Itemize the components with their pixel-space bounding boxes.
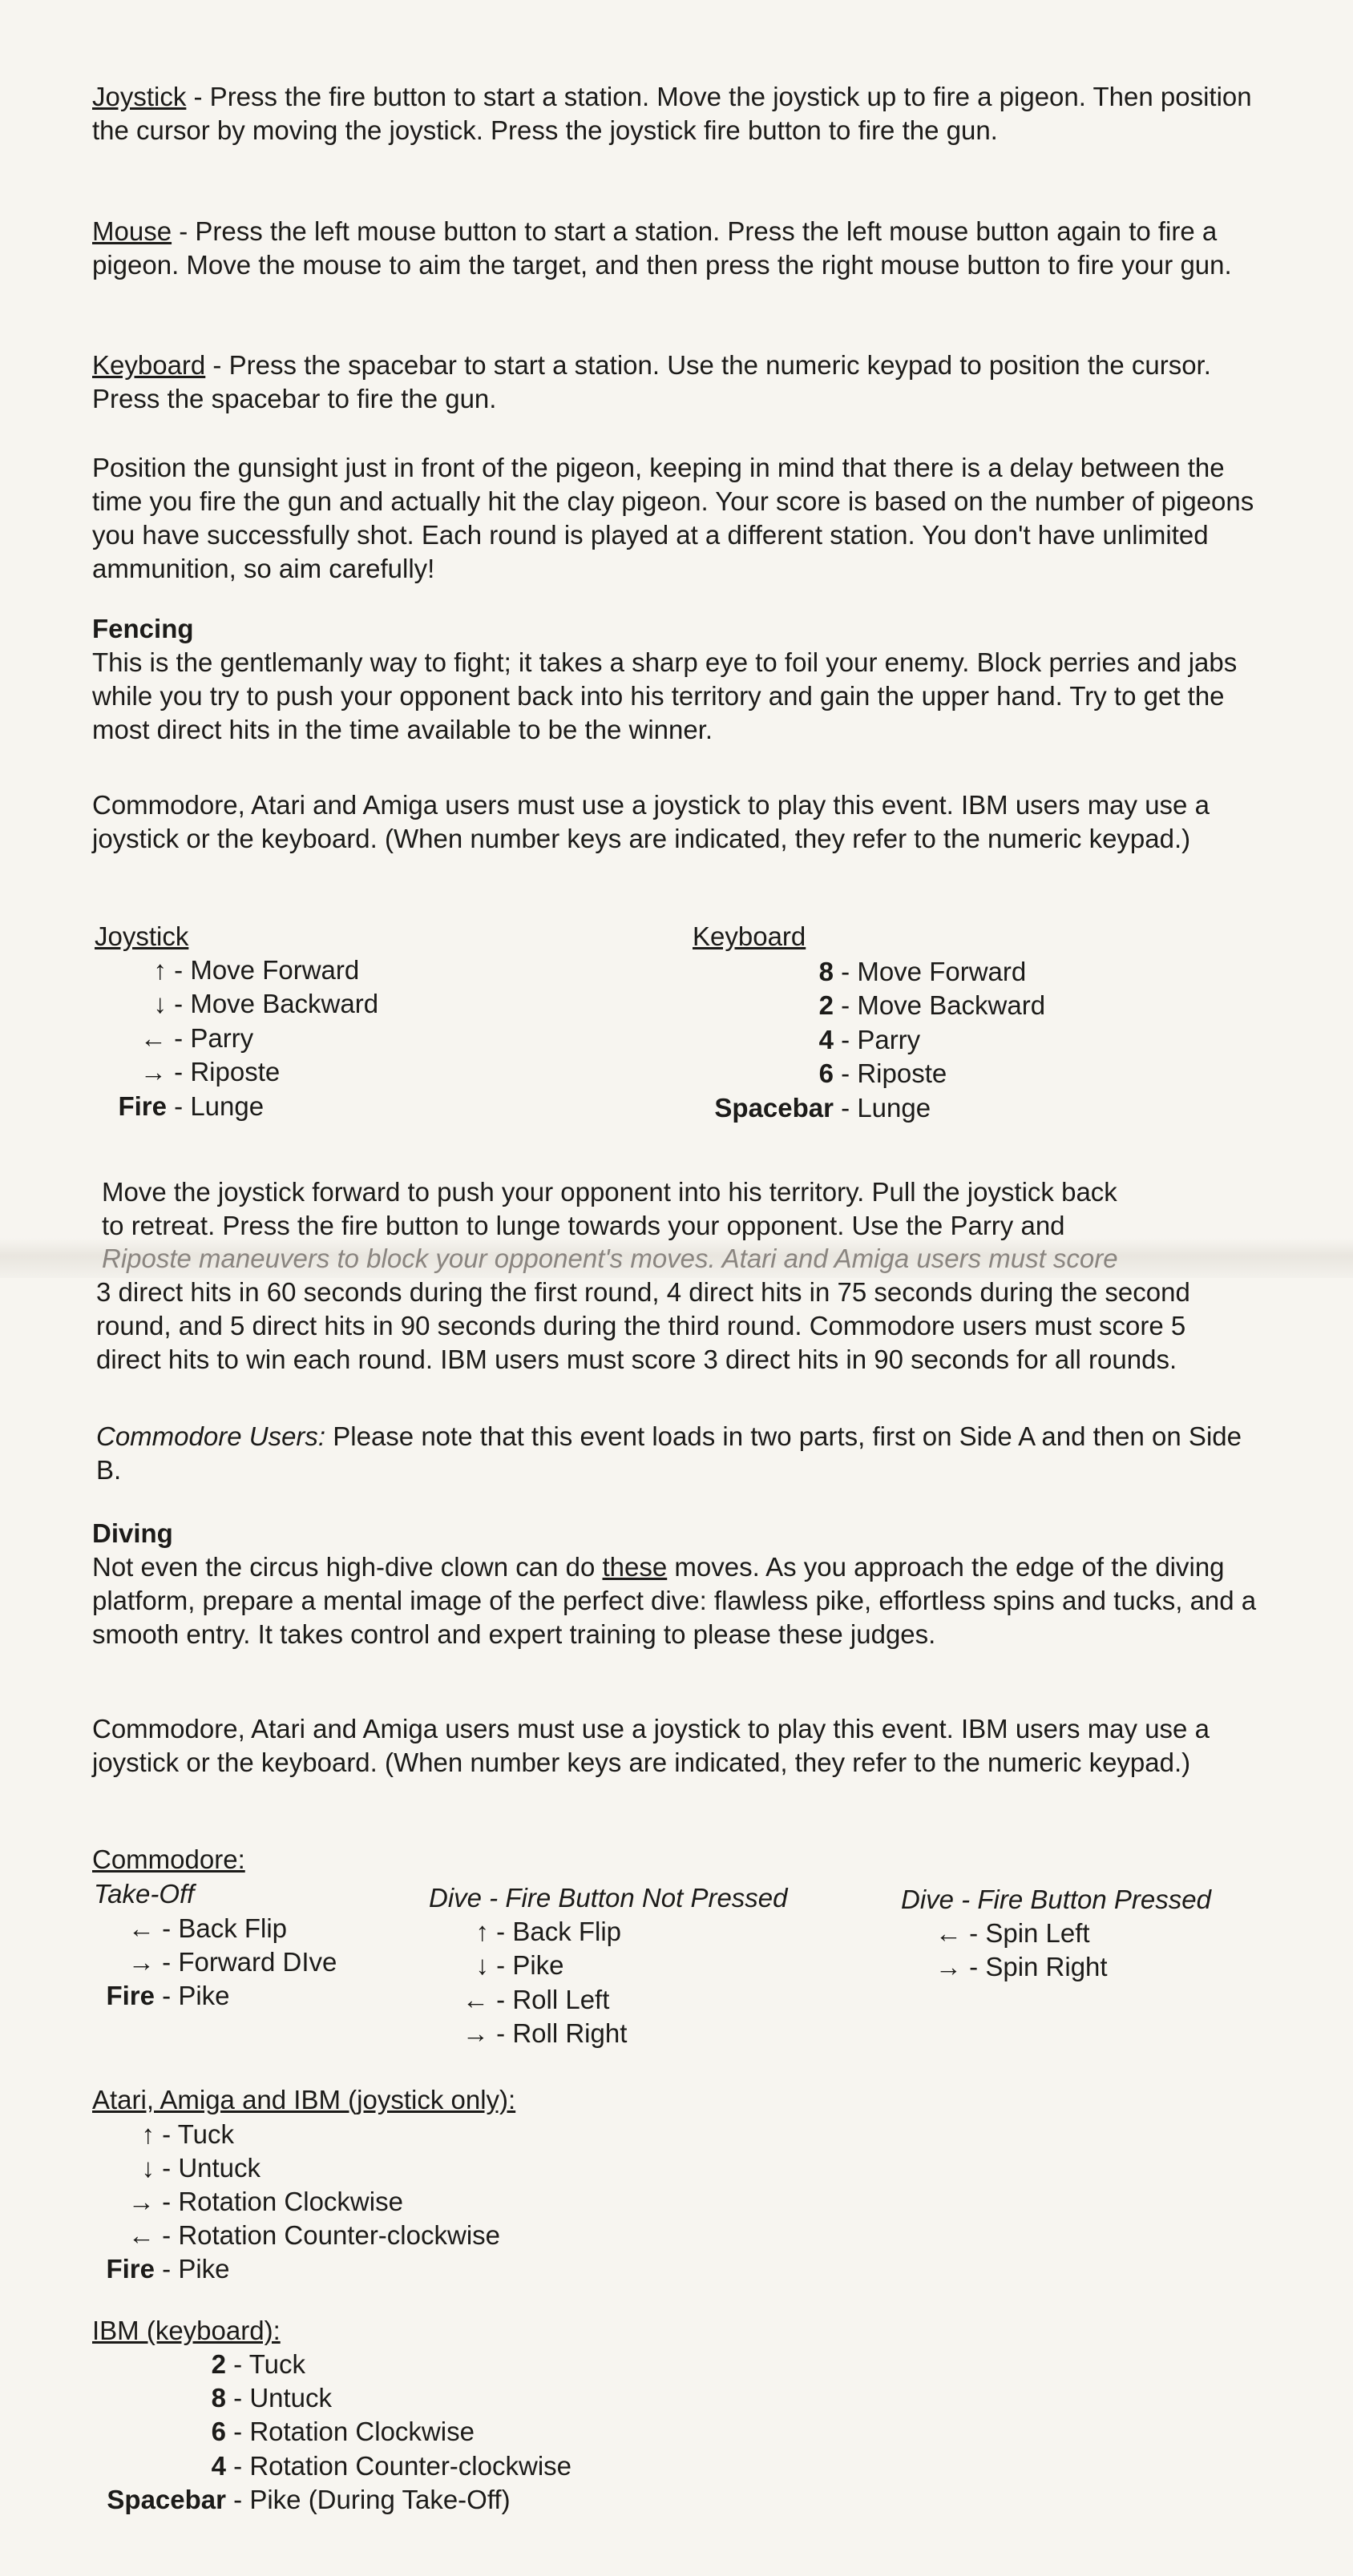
fencing-keyboard-title: Keyboard bbox=[693, 921, 806, 951]
up-arrow-icon: ↑ bbox=[153, 955, 167, 985]
left-arrow-icon: ← bbox=[462, 1985, 489, 2014]
keyboard-label: Keyboard bbox=[92, 350, 206, 380]
fencing-intro: This is the gentlemanly way to fight; it takes a sharp eye to foil your enemy. Block perries and jabs while you try to push your opponent back into his territory and gain the upper hand. Try to get the most direct hits in the time available to be the winner. bbox=[92, 647, 1238, 744]
takeoff-row bbox=[92, 1912, 287, 1945]
diving-intro bbox=[92, 1550, 1278, 1651]
fire-key: Fire bbox=[106, 1981, 155, 2010]
joystick-label: Joystick bbox=[92, 82, 187, 111]
right-arrow-icon: → bbox=[140, 1057, 167, 1086]
fencing-rules-rest: 3 direct hits in 60 seconds during the first round, 4 direct hits in 75 seconds during the second round, and 5 direct hits in 90 seconds during the third round. Commodore users must score 5 direct hits to win each round. IBM users must score 3 direct hits in 90 seconds for all rounds. bbox=[96, 1277, 1190, 1374]
fencing-rules-line: to retreat. Press the fire button to lunge towards your opponent. Use the Parry and bbox=[102, 1211, 1065, 1240]
left-arrow-icon: ← bbox=[128, 2220, 155, 2250]
row-action: - Lunge bbox=[834, 1093, 931, 1123]
aai-row bbox=[92, 2151, 261, 2185]
fencing-rules-line bbox=[102, 1242, 1118, 1276]
row-action: - Spin Left bbox=[962, 1918, 1090, 1948]
row-action: - Pike bbox=[489, 1950, 564, 1980]
row-action: - Move Backward bbox=[167, 989, 379, 1018]
fencing-note bbox=[96, 1420, 1242, 1487]
row-action: - Pike bbox=[155, 1981, 230, 2010]
intro-text: moves. As you approach the edge of the diving platform, prepare a mental image of the perfect dive: flawless pike, effortless spins and tucks, and a smooth entry. It takes control and expert training to please these judges. bbox=[92, 1552, 1257, 1649]
row-action: - Roll Right bbox=[489, 2018, 628, 2048]
row-action: - Untuck bbox=[155, 2153, 261, 2183]
fencing-kb-row bbox=[697, 955, 1026, 989]
ibm-row bbox=[90, 2483, 511, 2517]
row-key: 6 bbox=[211, 2417, 226, 2446]
row-action: - Riposte bbox=[834, 1058, 947, 1088]
pressed-row bbox=[922, 1950, 1108, 1984]
aai-row bbox=[92, 2118, 234, 2151]
not-pressed-row bbox=[449, 1983, 609, 2017]
keyboard-paragraph bbox=[92, 349, 1278, 416]
row-action: - Move Backward bbox=[834, 990, 1046, 1020]
left-arrow-icon: ← bbox=[935, 1918, 962, 1948]
keyboard-text: - Press the spacebar to start a station. Use the numeric keypad to position the cursor. Press the spacebar to fire the gun. bbox=[92, 350, 1211, 413]
row-action: - Roll Left bbox=[489, 1985, 610, 2014]
row-key: 6 bbox=[818, 1058, 834, 1088]
fencing-joy-row bbox=[95, 1090, 264, 1123]
not-pressed-row bbox=[449, 2017, 627, 2050]
row-action: - Untuck bbox=[226, 2383, 333, 2413]
row-key: 4 bbox=[818, 1025, 834, 1054]
fire-key: Fire bbox=[118, 1091, 167, 1121]
not-pressed-row bbox=[449, 1915, 621, 1949]
row-key: Spacebar bbox=[107, 2485, 226, 2514]
mouse-paragraph bbox=[92, 215, 1278, 282]
diving-heading: Diving bbox=[92, 1518, 173, 1548]
fencing-kb-row bbox=[697, 1023, 920, 1057]
fencing-joy-row bbox=[95, 953, 359, 987]
row-action: - Rotation Counter-clockwise bbox=[226, 2451, 571, 2481]
not-pressed-title: Dive - Fire Button Not Pressed bbox=[429, 1883, 788, 1913]
rules-line-text: Riposte maneuvers to block your opponent's moves. Atari and Amiga users must score bbox=[102, 1244, 1118, 1273]
row-action: - Move Forward bbox=[167, 955, 360, 985]
aai-row bbox=[92, 2252, 230, 2286]
row-key: Spacebar bbox=[714, 1093, 834, 1123]
intro-text: Not even the circus high-dive clown can do bbox=[92, 1552, 603, 1582]
row-action: - Forward DIve bbox=[155, 1947, 337, 1977]
right-arrow-icon: → bbox=[128, 1947, 155, 1977]
aai-title: Atari, Amiga and IBM (joystick only): bbox=[92, 2085, 516, 2114]
diving-platforms: Commodore, Atari and Amiga users must use a joystick to play this event. IBM users may use a joystick or the keyboard. (When number keys are indicated, they refer to the numeric keypad.) bbox=[92, 1714, 1210, 1777]
takeoff-title: Take-Off bbox=[94, 1879, 195, 1909]
row-key: 8 bbox=[211, 2383, 226, 2413]
row-action: - Lunge bbox=[167, 1091, 265, 1121]
fire-key: Fire bbox=[106, 2254, 155, 2284]
right-arrow-icon: → bbox=[128, 2187, 155, 2216]
mouse-label: Mouse bbox=[92, 216, 172, 246]
fencing-kb-row bbox=[697, 1091, 931, 1125]
row-action: - Tuck bbox=[155, 2119, 235, 2149]
ibm-row bbox=[90, 2381, 332, 2415]
note-text: Please note that this event loads in two parts, first on Side A and then on Side B. bbox=[96, 1421, 1242, 1485]
not-pressed-row bbox=[449, 1949, 564, 1982]
fencing-joy-row bbox=[95, 1022, 253, 1055]
up-arrow-icon: ↑ bbox=[475, 1917, 489, 1946]
joystick-text: - Press the fire button to start a station. Move the joystick up to fire a pigeon. Then position the cursor by moving the joystick. Press the joystick fire button to fire the gun. bbox=[92, 82, 1252, 145]
ibm-row bbox=[90, 2348, 305, 2381]
fencing-kb-row bbox=[697, 989, 1045, 1022]
fencing-kb-row bbox=[697, 1057, 947, 1090]
ibm-title: IBM (keyboard): bbox=[92, 2316, 281, 2345]
ibm-row bbox=[90, 2449, 571, 2483]
pigeon-tips: Position the gunsight just in front of the pigeon, keeping in mind that there is a delay between the time you fire the gun and actually hit the clay pigeon. Your score is based on the number of pigeons you have successfully shot. Each round is played at a different station. You don't have unlimited ammunition, so aim carefully! bbox=[92, 453, 1254, 583]
pressed-row bbox=[922, 1917, 1090, 1950]
fencing-heading: Fencing bbox=[92, 614, 194, 643]
joystick-paragraph bbox=[92, 80, 1278, 147]
ibm-row bbox=[90, 2415, 475, 2449]
left-arrow-icon: ← bbox=[140, 1023, 167, 1053]
row-action: - Parry bbox=[834, 1025, 921, 1054]
intro-emphasis: these bbox=[602, 1552, 668, 1582]
pressed-title: Dive - Fire Button Pressed bbox=[901, 1885, 1211, 1914]
down-arrow-icon: ↓ bbox=[475, 1950, 489, 1980]
mouse-text: - Press the left mouse button to start a station. Press the left mouse button again to fire a pigeon. Move the mouse to aim the target, and then press the right mouse button to fire your gun. bbox=[92, 216, 1232, 280]
fencing-joy-row bbox=[95, 1055, 280, 1089]
row-action: - Pike bbox=[155, 2254, 230, 2284]
fencing-joystick-title: Joystick bbox=[95, 921, 189, 951]
row-action: - Move Forward bbox=[834, 957, 1027, 986]
row-action: - Parry bbox=[167, 1023, 254, 1053]
fencing-platforms: Commodore, Atari and Amiga users must use a joystick to play this event. IBM users may use a joystick or the keyboard. (When number keys are indicated, they refer to the numeric keypad.) bbox=[92, 790, 1210, 853]
row-key: 8 bbox=[818, 957, 834, 986]
up-arrow-icon: ↑ bbox=[141, 2119, 155, 2149]
left-arrow-icon: ← bbox=[128, 1913, 155, 1943]
row-action: - Pike (During Take-Off) bbox=[226, 2485, 511, 2514]
note-label: Commodore Users: bbox=[96, 1421, 326, 1451]
commodore-title: Commodore: bbox=[92, 1844, 245, 1874]
row-action: - Tuck bbox=[226, 2349, 306, 2379]
fencing-joy-row bbox=[95, 987, 378, 1021]
row-action: - Rotation Clockwise bbox=[226, 2417, 475, 2446]
row-action: - Rotation Clockwise bbox=[155, 2187, 403, 2216]
row-action: - Rotation Counter-clockwise bbox=[155, 2220, 500, 2250]
fencing-rules-line: Move the joystick forward to push your opponent into his territory. Pull the joystick back bbox=[102, 1177, 1117, 1207]
down-arrow-icon: ↓ bbox=[153, 989, 167, 1018]
row-action: - Back Flip bbox=[155, 1913, 288, 1943]
row-action: - Riposte bbox=[167, 1057, 281, 1086]
row-key: 4 bbox=[211, 2451, 226, 2481]
takeoff-row bbox=[92, 1945, 337, 1979]
right-arrow-icon: → bbox=[462, 2018, 489, 2048]
row-action: - Spin Right bbox=[962, 1952, 1108, 1981]
down-arrow-icon: ↓ bbox=[141, 2153, 155, 2183]
right-arrow-icon: → bbox=[935, 1952, 962, 1981]
row-key: 2 bbox=[211, 2349, 226, 2379]
aai-row bbox=[92, 2185, 403, 2219]
row-key: 2 bbox=[818, 990, 834, 1020]
row-action: - Back Flip bbox=[489, 1917, 622, 1946]
takeoff-row bbox=[92, 1979, 230, 2013]
aai-row bbox=[92, 2219, 500, 2252]
